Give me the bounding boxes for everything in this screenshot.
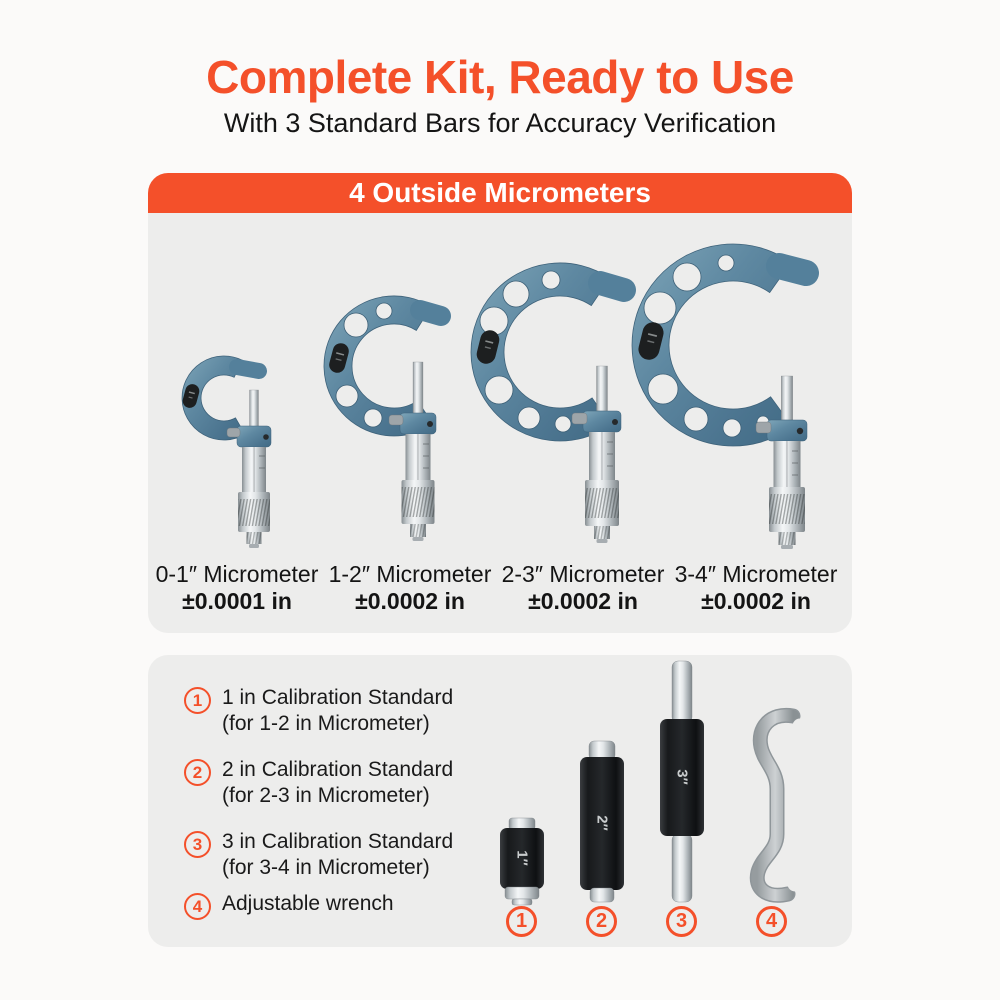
section-banner: [148, 173, 852, 213]
calibration-bar-1in: [500, 818, 544, 905]
micrometers-panel: [148, 173, 852, 633]
list-item-line1: 2 in Calibration Standard: [222, 758, 454, 781]
callout-2-badge: 2: [586, 906, 617, 937]
micrometer-accuracy: ±0.0001 in: [182, 588, 292, 614]
micrometer-accuracy: ±0.0002 in: [701, 588, 811, 614]
callout-1-badge: 1: [506, 906, 537, 937]
lock-lever: [227, 428, 240, 437]
micrometer-labels-row: [148, 562, 852, 626]
calibration-bar-2in: [580, 741, 624, 902]
bar-size-label: 1″: [513, 850, 531, 866]
micrometer-0-1-illustration: [181, 356, 271, 548]
lock-lever: [756, 422, 771, 433]
micrometer-2-3-illustration: [471, 263, 624, 543]
spindle: [250, 390, 259, 430]
micrometers-panel-body: [148, 213, 852, 633]
number-1-badge: 1: [184, 687, 211, 714]
micrometer-name: 2-3″ Micrometer: [501, 561, 665, 587]
accessories-panel: [148, 655, 852, 947]
spindle: [413, 362, 423, 415]
anvil-arm: [779, 266, 806, 273]
page-subtitle: With 3 Standard Bars for Accuracy Verification: [223, 108, 777, 138]
lock-lever: [572, 413, 587, 424]
anvil-arm: [237, 367, 259, 371]
calibration-bar-3in: [660, 661, 704, 902]
micrometer-3-4-illustration: [632, 244, 807, 549]
list-item-line2: (for 2-3 in Micrometer): [222, 784, 430, 807]
micrometer-accuracy: ±0.0002 in: [528, 588, 638, 614]
list-item-line1: 3 in Calibration Standard: [222, 830, 454, 853]
micrometer-label-3-4: [670, 562, 842, 614]
lock-lever: [389, 415, 403, 425]
number-2-badge: 2: [184, 759, 211, 786]
micrometer-name: 1-2″ Micrometer: [328, 561, 492, 587]
spindle: [597, 366, 608, 411]
callout-3-badge: 3: [666, 906, 697, 937]
list-item-2: [184, 757, 453, 809]
list-item-4: [184, 891, 394, 920]
list-item-line2: (for 1-2 in Micrometer): [222, 712, 430, 735]
list-item-line1: 1 in Calibration Standard: [222, 686, 454, 709]
micrometer-name: 3-4″ Micrometer: [674, 561, 838, 587]
list-item-line1: Adjustable wrench: [222, 892, 394, 915]
micrometer-label-1-2: [324, 562, 496, 614]
bar-size-label: 3″: [673, 769, 691, 785]
section-banner-label: 4 Outside Micrometers: [349, 177, 651, 208]
micrometers-illustration: [148, 213, 852, 563]
micrometer-label-2-3: [497, 562, 669, 614]
micrometer-accuracy: ±0.0002 in: [355, 588, 465, 614]
callout-4-badge: 4: [756, 906, 787, 937]
micrometer-label-0-1: [151, 562, 323, 614]
micrometer-name: 0-1″ Micrometer: [155, 561, 319, 587]
list-item-3: [184, 829, 453, 881]
anvil-arm: [600, 283, 624, 290]
calibration-standards-illustration: [470, 655, 840, 917]
number-4-badge: 4: [184, 893, 211, 920]
list-item-1: [184, 685, 453, 737]
page-title: Complete Kit, Ready to Use: [206, 51, 794, 103]
number-3-badge: 3: [184, 831, 211, 858]
bar-size-label: 2″: [593, 815, 611, 831]
anvil-arm: [420, 310, 441, 316]
list-item-line2: (for 3-4 in Micrometer): [222, 856, 430, 879]
adjustable-wrench-illustration: [757, 715, 807, 895]
spindle: [781, 376, 793, 420]
micrometer-1-2-illustration: [324, 296, 441, 541]
